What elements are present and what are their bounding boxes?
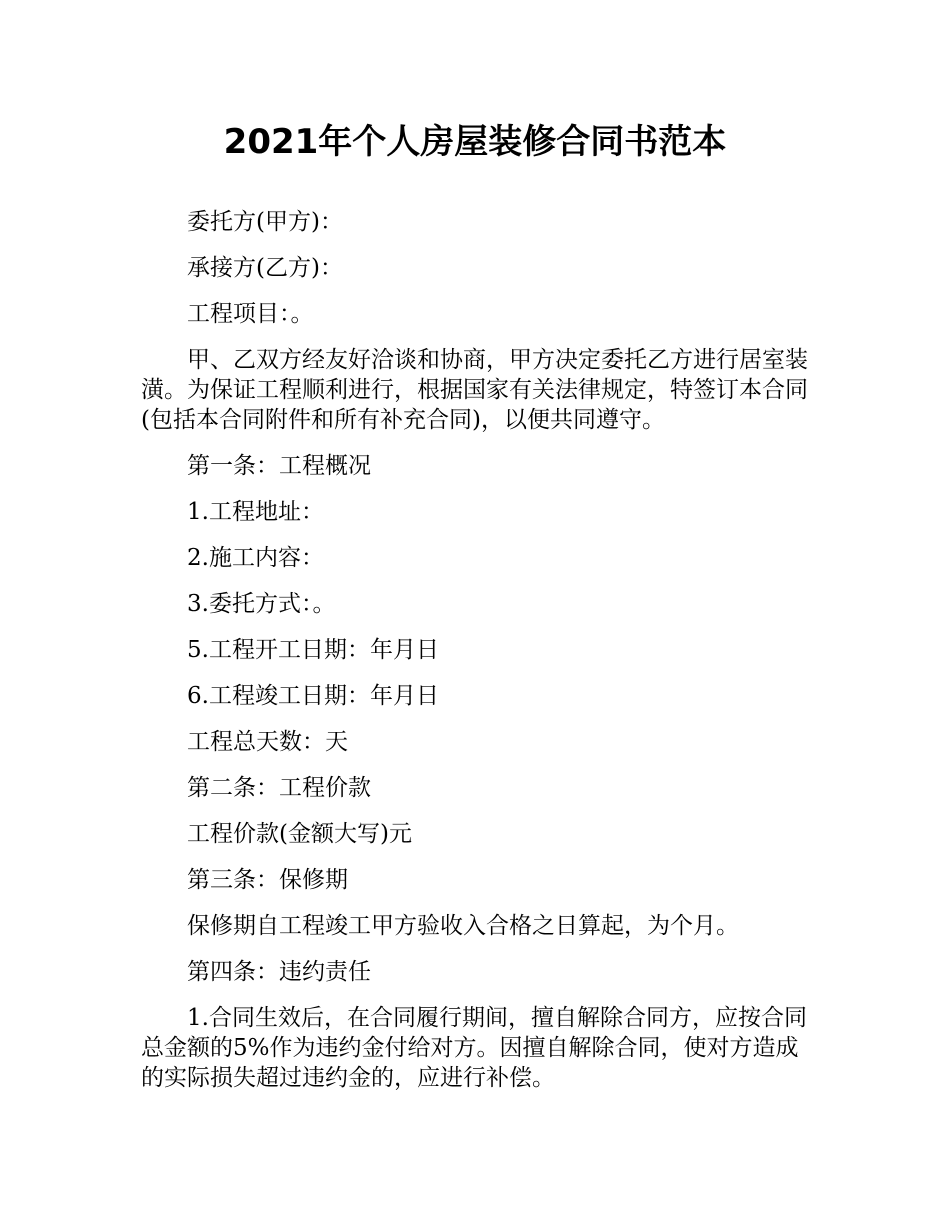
party-b-line: 承接方(乙方)： [187,255,343,281]
party-a-line: 委托方(甲方)： [187,209,343,235]
preamble-paragraph: 甲、乙双方经友好洽谈和协商，甲方决定委托乙方进行居室装潢。为保证工程顺利进行，根据国家有关法律规定，特签订本合同(包括本合同附件和所有补充合同)，以便共同遵守。 [141,347,808,433]
start-date-line: 5.工程开工日期：年月日 [187,637,439,663]
project-price-line: 工程价款(金额大写)元 [187,821,412,847]
article-1-heading: 第一条：工程概况 [187,453,371,479]
document-title: 2021年个人房屋装修合同书范本 [223,122,727,162]
article-3-heading: 第三条：保修期 [187,867,348,893]
completion-date-line: 6.工程竣工日期：年月日 [187,683,439,709]
article-4-heading: 第四条：违约责任 [187,959,371,985]
commission-method-line: 3.委托方式：。 [187,591,336,617]
document-body [141,199,811,1101]
article-2-heading: 第二条：工程价款 [187,775,371,801]
project-line: 工程项目：。 [187,301,314,327]
breach-clause-1-paragraph: 1.合同生效后，在合同履行期间，擅自解除合同方，应按合同总金额的5%作为违约金付给对方。因擅自解除合同，使对方造成的实际损失超过违约金的，应进行补偿。 [141,1005,807,1091]
warranty-paragraph: 保修期自工程竣工甲方验收入合格之日算起，为个月。 [187,913,739,939]
project-address-line: 1.工程地址： [187,499,324,525]
total-days-line: 工程总天数：天 [187,729,348,755]
construction-content-line: 2.施工内容： [187,545,324,571]
